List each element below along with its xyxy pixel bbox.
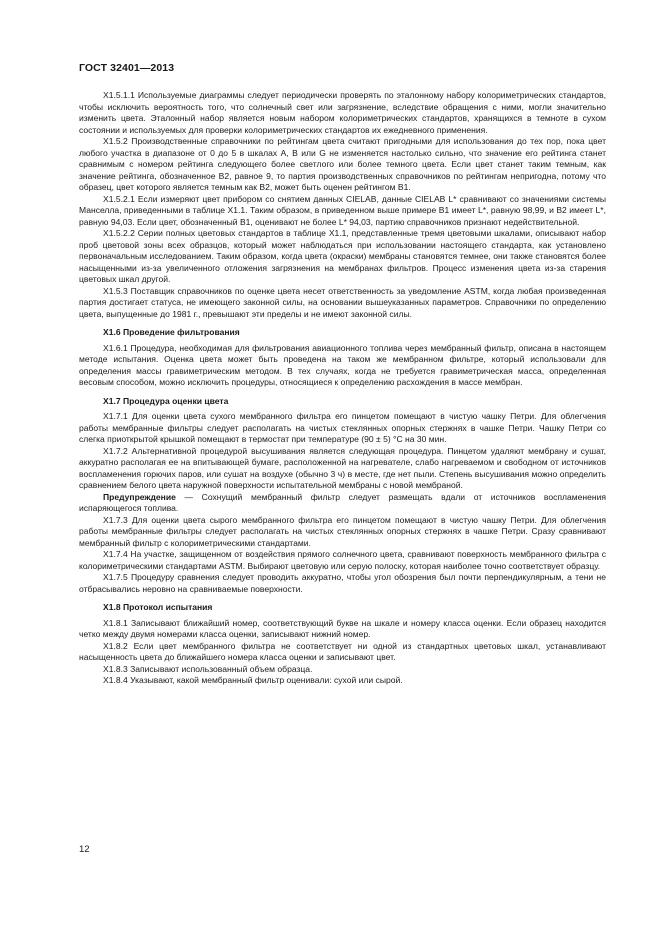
section-heading-x1-7: Х1.7 Процедура оценки цвета <box>103 395 229 406</box>
paragraph-x1-8-4: Х1.8.4 Указывают, какой мембранный фильтр оценивали: сухой или сырой. <box>103 675 403 685</box>
warning-text: Сохнущий мембранный фильтр следует размещать вдали от источников воспламенения испаряющегося топлива. <box>79 491 607 513</box>
paragraph-x1-8-2: Х1.8.2 Если цвет мембранного фильтра не соответствует ни одной из стандартных цветовых шкал, устанавливают насыщенность цвета до ближайшего номера класса оценки и записывают цвет. <box>79 640 606 662</box>
paragraph-x1-5-1-1: Х1.5.1.1 Используемые диаграммы следует периодически проверять по эталонному набору колориметрических стандартов, чтобы исключить вероятность того, что солнечный свет или загрязнение, вследствие обращения с ними, могли значительно изменить цвета. Эталонный набор является новым набором колориметрических стандартов, хранящихся в темноте в сухом состоянии и используемых для проверки колориметрических стандартов их ежедневного применения. <box>79 90 606 135</box>
document-title: ГОСТ 32401—2013 <box>79 62 175 74</box>
paragraph-x1-8-3: Х1.8.3 Записывают использованный объем образца. <box>103 663 313 674</box>
page-number: 12 <box>79 844 90 855</box>
warning-note <box>79 492 606 515</box>
warning-label: Предупреждение <box>103 491 176 502</box>
paragraph-x1-8-1: Х1.8.1 Записывают ближайший номер, соответствующий букве на шкале и номеру класса оценки. Если образец находится четко между двумя номерами класса оценки, записывают нижний номер. <box>79 617 606 639</box>
warning-dash: — <box>175 491 202 502</box>
paragraph-x1-7-2: Х1.7.2 Альтернативной процедурой высушивания является следующая процедура. Пинцетом удаляют мембрану и сушат, аккуратно располагая ее на впитывающей бумаге, расположенной на нагревателе, слабо нагреваемом и свободном от источников воспламенения горючих паров, или сушат на воздухе (обычно 3 ч) в месте, где нет пыли. Степень высушивания можно определить сравнением белого цвета наружной поверхности испытательной мембраны с новой мембраной. <box>79 445 606 490</box>
paragraph-x1-5-2: Х1.5.2 Производственные справочники по рейтингам цвета считают пригодными для использования до тех пор, пока цвет любого участка в диапазоне от 0 до 5 в шкалах А, В или G не изменяется настолько сильно, что значение его рейтинга станет сравнимым с номером рейтинга следующего более светлого или более темного цвета. Если цвет станет таким темным, как значение рейтинга, обозначенное В2, равное 9, то партия производственных справочников по рейтингам непригодна, потому что образец, цвет которого является темным как В2, может быть оценен рейтингом В1. <box>79 136 606 192</box>
paragraph-x1-5-2-2: Х1.5.2.2 Серии полных цветовых стандартов в таблице Х1.1, представленные тремя цветовыми шкалами, описывают набор проб цветовой зоны всех образцов, который может наблюдаться при использовании настоящего стандарта, как установлено первоначальным исследованием. Таким образом, когда цвета (окраски) мембраны становятся темнее, они также становятся более насыщенными из-за увеличенного отложения загрязнения на мембранах фильтров. Процесс изменения цвета из-за старения цветовых шкал другой. <box>79 228 606 284</box>
paragraph-x1-7-4: Х1.7.4 На участке, защищенном от воздействия прямого солнечного цвета, сравнивают поверхность мембранного фильтра с колориметрическими стандартами ASTM. Выбирают цветовую или серую полоску, которая наиболее точно соответствует образцу. <box>79 549 606 571</box>
paragraph-x1-5-3: Х1.5.3 Поставщик справочников по оценке цвета несет ответственность за уведомление ASTM, когда любая произведенная партия достигает статуса, не имеющего законной силы, на основании вышеуказанных параметров. Справочники по определению цвета, выпущенные до 1981 г., превышают эти пределы и не имеют законной силы. <box>79 285 606 319</box>
paragraph-x1-7-5: Х1.7.5 Процедуру сравнения следует проводить аккуратно, чтобы угол обозрения был почти перпендикулярным, а тени не отбрасывались неровно на сравниваемые поверхности. <box>79 572 606 594</box>
paragraph-x1-7-1: Х1.7.1 Для оценки цвета сухого мембранного фильтра его пинцетом помещают в чистую чашку Петри. Для облегчения работы мембранные фильтры следует располагать на чистых стеклянных опорных стержнях в чашке Петри. Чашку Петри со слегка приоткрытой крышкой помещают в термостат при температуре (90 ± 5) °С на 30 мин. <box>79 411 606 444</box>
section-heading-x1-8: Х1.8 Протокол испытания <box>103 602 213 612</box>
paragraph-x1-5-2-1: Х1.5.2.1 Если измеряют цвет прибором со снятием данных CIELAB, данные CIELAB L* сравнивают со значениями системы Манселла, приведенными в таблице Х1.1. Таким образом, в приведенном выше примере В1 имеет L*, равную 98,99, и В2 имеет L*, равную 94,03. Если цвет, обозначенный В1, оценивают не более L* 94,03, партию справочников признают недействительной. <box>79 193 606 227</box>
paragraph-x1-6-1: Х1.6.1 Процедура, необходимая для фильтрования авиационного топлива через мембранный фильтр, описана в настоящем методе испытания. Оценка цвета может быть проведена на таком же мембранном фильтре, который использовали для определения массы гравиметрическим методом. В тех случаях, когда не требуется гравиметрическая масса, определенная весовым способом, можно исключить процедуры, относящиеся к определению расхождения в массе мембран. <box>79 342 606 387</box>
paragraph-x1-7-3: Х1.7.3 Для оценки цвета сырого мембранного фильтра его пинцетом помещают в чистую чашку Петри. Для облегчения работы мембранные фильтры следует располагать на чистых стеклянных опорных стержнях в чашке Петри. Сразу сравнивают мембранный фильтр с колориметрическими стандартами. <box>79 514 606 548</box>
document-body <box>79 90 606 687</box>
section-heading-x1-6: Х1.6 Проведение фильтрования <box>103 327 240 337</box>
